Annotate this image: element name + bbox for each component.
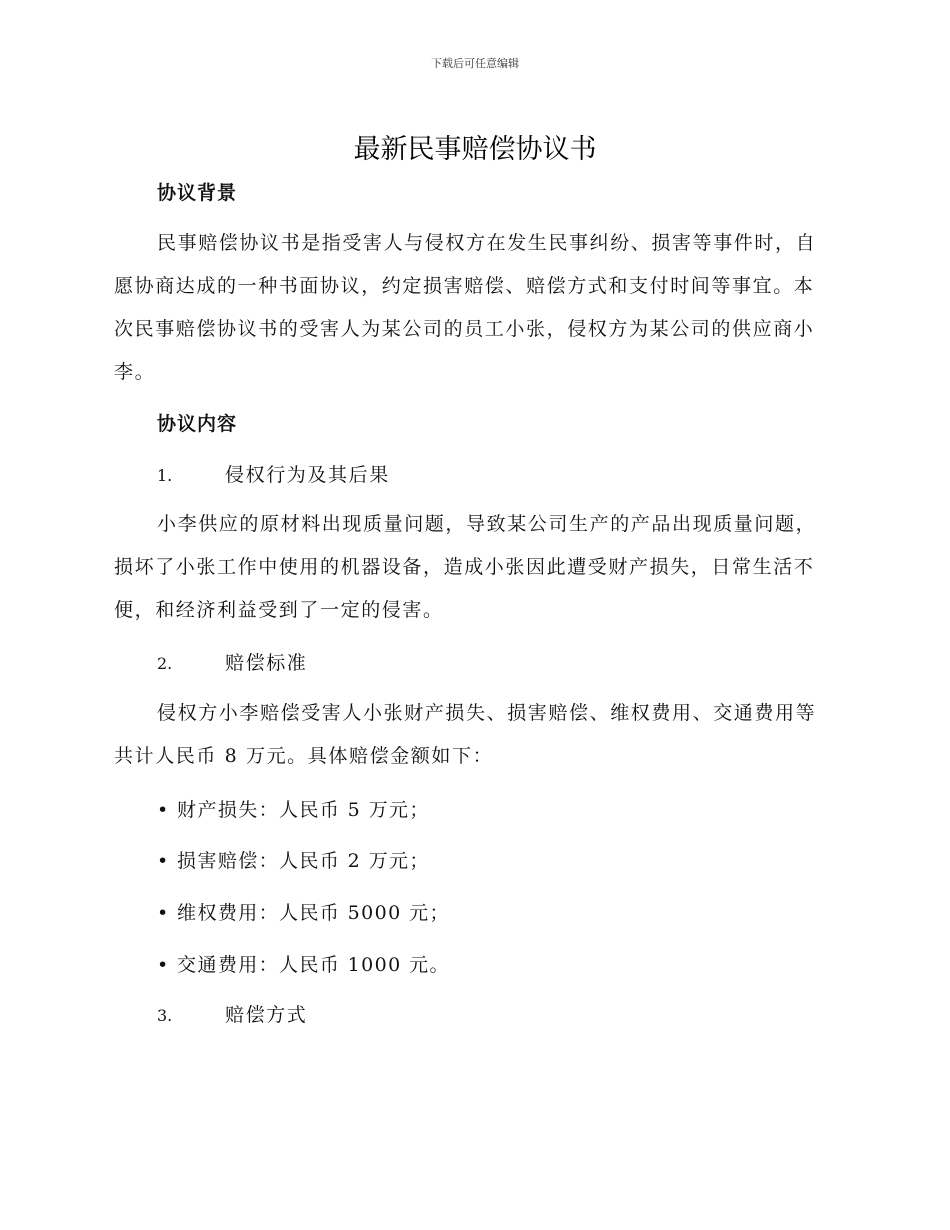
item-number: 1. [157,466,173,485]
bullet-item: • 损害赔偿：人民币 2 万元； [157,850,430,872]
numbered-item-2 [157,648,307,675]
item-2-paragraph: 侵权方小李赔偿受害人小张财产损失、损害赔偿、维权费用、交通费用等共计人民币 8 万元。具体赔偿金额如下： [114,702,817,767]
background-paragraph: 民事赔偿协议书是指受害人与侵权方在发生民事纠纷、损害等事件时，自愿协商达成的一种书面协议，约定损害赔偿、赔偿方式和支付时间等事宜。本次民事赔偿协议书的受害人为某公司的员工小张，侵权方为某公司的供应商小李。 [114,232,817,383]
item-label: 赔偿标准 [225,652,308,674]
numbered-item-1 [157,460,390,487]
bullet-item: • 财产损失：人民币 5 万元； [157,799,430,821]
item-number: 3. [157,1006,173,1025]
bullet-item: • 维权费用：人民币 5000 元； [157,902,450,924]
item-label: 赔偿方式 [225,1004,308,1026]
item-label: 侵权行为及其后果 [225,464,390,486]
numbered-item-3 [157,1000,307,1027]
section-heading-content: 协议内容 [157,413,238,435]
bullet-item: • 交通费用：人民币 1000 元。 [157,954,450,976]
header-note: 下载后可任意编辑 [431,57,519,70]
section-heading-background: 协议背景 [157,182,238,204]
document-title: 最新民事赔偿协议书 [353,134,597,165]
item-number: 2. [157,654,173,673]
item-1-paragraph: 小李供应的原材料出现质量问题，导致某公司生产的产品出现质量问题，损坏了小张工作中使用的机器设备，造成小张因此遭受财产损失，日常生活不便，和经济利益受到了一定的侵害。 [114,513,817,621]
